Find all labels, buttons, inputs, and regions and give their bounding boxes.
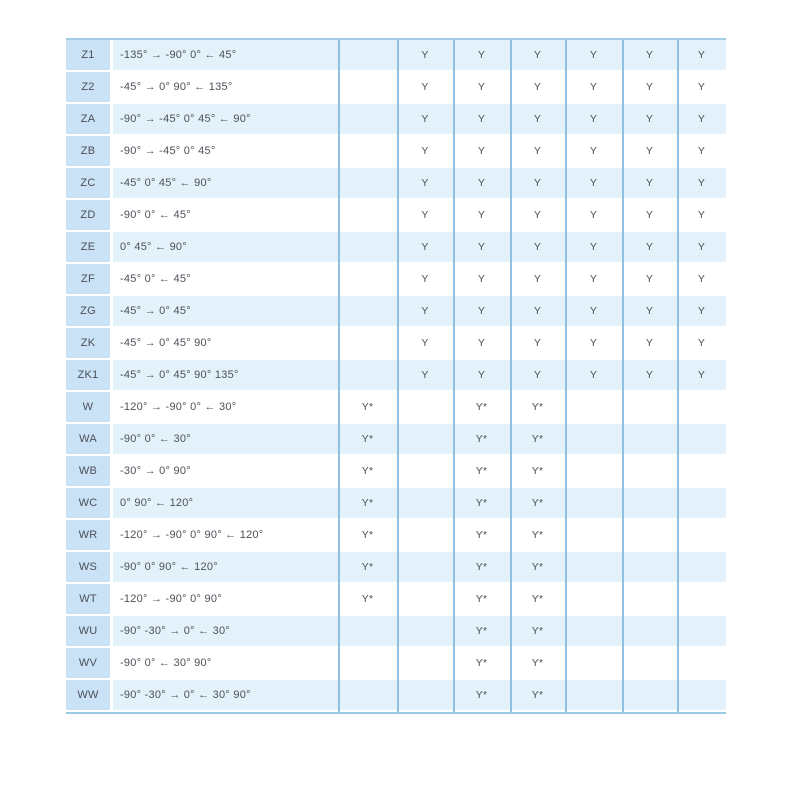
description-cell: -90° -30° → 0° ← 30° 90° [113, 680, 338, 712]
value-cell-4: Y* [510, 680, 565, 712]
value-cell-1 [338, 72, 397, 104]
value-cell-5 [565, 488, 622, 520]
value-cell-3: Y [453, 264, 510, 296]
value-cell-7 [677, 616, 726, 648]
value-cell-3: Y [453, 328, 510, 360]
table-row-WB [66, 456, 726, 488]
value-cell-6 [622, 552, 677, 584]
value-cell-4: Y [510, 264, 565, 296]
value-cell-7 [677, 488, 726, 520]
row-code-cell: WU [66, 616, 110, 648]
value-cell-4: Y [510, 168, 565, 200]
value-cell-2 [397, 680, 453, 712]
value-cell-5 [565, 424, 622, 456]
value-cell-7: Y [677, 136, 726, 168]
row-code-cell: Z2 [66, 72, 110, 104]
value-cell-1 [338, 168, 397, 200]
value-cell-6: Y [622, 200, 677, 232]
value-cell-3: Y* [453, 552, 510, 584]
value-cell-2 [397, 616, 453, 648]
description-cell: -120° → -90° 0° ← 30° [113, 392, 338, 424]
value-cell-4: Y* [510, 552, 565, 584]
value-cell-2: Y [397, 232, 453, 264]
value-cell-7: Y [677, 360, 726, 392]
row-code-cell: WW [66, 680, 110, 712]
value-cell-4: Y [510, 360, 565, 392]
value-cell-7 [677, 456, 726, 488]
description-cell: 0° 45° ← 90° [113, 232, 338, 264]
description-cell: -45° → 0° 45° [113, 296, 338, 328]
value-cell-3: Y* [453, 520, 510, 552]
row-code-cell: ZG [66, 296, 110, 328]
value-cell-1 [338, 200, 397, 232]
value-cell-1 [338, 264, 397, 296]
value-cell-2: Y [397, 328, 453, 360]
value-cell-1 [338, 104, 397, 136]
value-cell-5 [565, 520, 622, 552]
table-row-ZF [66, 264, 726, 296]
value-cell-1 [338, 648, 397, 680]
table-row-WW [66, 680, 726, 712]
value-cell-5 [565, 584, 622, 616]
value-cell-4: Y [510, 40, 565, 72]
value-cell-5: Y [565, 104, 622, 136]
value-cell-7: Y [677, 264, 726, 296]
description-cell: -45° 0° 45° ← 90° [113, 168, 338, 200]
value-cell-7: Y [677, 200, 726, 232]
value-cell-2: Y [397, 296, 453, 328]
value-cell-6: Y [622, 232, 677, 264]
value-cell-7 [677, 392, 726, 424]
value-cell-6 [622, 424, 677, 456]
table-row-ZG [66, 296, 726, 328]
value-cell-1: Y* [338, 584, 397, 616]
value-cell-4: Y [510, 104, 565, 136]
value-cell-2 [397, 648, 453, 680]
description-cell: -135° → -90° 0° ← 45° [113, 40, 338, 72]
description-cell: -90° -30° → 0° ← 30° [113, 616, 338, 648]
value-cell-1 [338, 328, 397, 360]
row-code-cell: WC [66, 488, 110, 520]
value-cell-2: Y [397, 72, 453, 104]
value-cell-6: Y [622, 72, 677, 104]
value-cell-3: Y [453, 360, 510, 392]
value-cell-3: Y* [453, 584, 510, 616]
value-cell-4: Y* [510, 392, 565, 424]
value-cell-6: Y [622, 296, 677, 328]
value-cell-4: Y [510, 200, 565, 232]
value-cell-2 [397, 520, 453, 552]
value-cell-6: Y [622, 104, 677, 136]
value-cell-3: Y [453, 104, 510, 136]
value-cell-1 [338, 40, 397, 72]
table-row-WC [66, 488, 726, 520]
value-cell-6: Y [622, 360, 677, 392]
value-cell-6: Y [622, 328, 677, 360]
table-row-WT [66, 584, 726, 616]
value-cell-7 [677, 648, 726, 680]
value-cell-2: Y [397, 360, 453, 392]
value-cell-7: Y [677, 168, 726, 200]
value-cell-7 [677, 680, 726, 712]
description-cell: -120° → -90° 0° 90° [113, 584, 338, 616]
description-cell: -120° → -90° 0° 90° ← 120° [113, 520, 338, 552]
value-cell-2: Y [397, 104, 453, 136]
row-code-cell: ZD [66, 200, 110, 232]
value-cell-2 [397, 424, 453, 456]
table-row-ZE [66, 232, 726, 264]
value-cell-6 [622, 584, 677, 616]
row-code-cell: Z1 [66, 40, 110, 72]
value-cell-4: Y [510, 296, 565, 328]
value-cell-4: Y* [510, 520, 565, 552]
value-cell-2 [397, 456, 453, 488]
description-cell: -45° → 0° 45° 90° [113, 328, 338, 360]
value-cell-5 [565, 392, 622, 424]
description-cell: -45° → 0° 90° ← 135° [113, 72, 338, 104]
row-code-cell: W [66, 392, 110, 424]
value-cell-4: Y [510, 232, 565, 264]
value-cell-5: Y [565, 168, 622, 200]
value-cell-4: Y* [510, 488, 565, 520]
value-cell-3: Y* [453, 648, 510, 680]
value-cell-1: Y* [338, 520, 397, 552]
table-row-WV [66, 648, 726, 680]
value-cell-3: Y* [453, 392, 510, 424]
value-cell-2: Y [397, 40, 453, 72]
value-cell-7: Y [677, 40, 726, 72]
value-cell-1 [338, 136, 397, 168]
row-code-cell: ZA [66, 104, 110, 136]
description-cell: -30° → 0° 90° [113, 456, 338, 488]
table-row-ZD [66, 200, 726, 232]
value-cell-3: Y [453, 40, 510, 72]
value-cell-1: Y* [338, 392, 397, 424]
row-code-cell: ZB [66, 136, 110, 168]
value-cell-2 [397, 488, 453, 520]
row-code-cell: WT [66, 584, 110, 616]
description-cell: 0° 90° ← 120° [113, 488, 338, 520]
value-cell-6 [622, 648, 677, 680]
value-cell-3: Y [453, 200, 510, 232]
value-cell-1 [338, 616, 397, 648]
value-cell-1: Y* [338, 456, 397, 488]
value-cell-3: Y* [453, 456, 510, 488]
value-cell-5 [565, 616, 622, 648]
row-code-cell: WB [66, 456, 110, 488]
value-cell-5: Y [565, 328, 622, 360]
value-cell-2 [397, 392, 453, 424]
value-cell-6: Y [622, 168, 677, 200]
value-cell-6 [622, 488, 677, 520]
description-cell: -90° 0° ← 45° [113, 200, 338, 232]
table-row-WS [66, 552, 726, 584]
value-cell-4: Y [510, 328, 565, 360]
value-cell-2: Y [397, 200, 453, 232]
table-row-WU [66, 616, 726, 648]
value-cell-7 [677, 520, 726, 552]
value-cell-1 [338, 360, 397, 392]
value-cell-2: Y [397, 168, 453, 200]
row-code-cell: WV [66, 648, 110, 680]
row-code-cell: ZK [66, 328, 110, 360]
row-code-cell: WR [66, 520, 110, 552]
value-cell-6: Y [622, 40, 677, 72]
value-cell-4: Y* [510, 456, 565, 488]
value-cell-5: Y [565, 264, 622, 296]
value-cell-7 [677, 552, 726, 584]
value-cell-7: Y [677, 104, 726, 136]
value-cell-4: Y* [510, 648, 565, 680]
table-row-WA [66, 424, 726, 456]
value-cell-6 [622, 616, 677, 648]
value-cell-4: Y [510, 136, 565, 168]
table-row-WR [66, 520, 726, 552]
value-cell-3: Y [453, 232, 510, 264]
table-row-W [66, 392, 726, 424]
value-cell-2 [397, 584, 453, 616]
table-row-ZK1 [66, 360, 726, 392]
value-cell-5 [565, 648, 622, 680]
table-row-Z1 [66, 40, 726, 72]
value-cell-6: Y [622, 264, 677, 296]
value-cell-7 [677, 424, 726, 456]
value-cell-4: Y* [510, 424, 565, 456]
value-cell-1: Y* [338, 488, 397, 520]
value-cell-3: Y* [453, 680, 510, 712]
value-cell-5 [565, 552, 622, 584]
value-cell-6 [622, 456, 677, 488]
table-row-Z2 [66, 72, 726, 104]
value-cell-3: Y* [453, 488, 510, 520]
value-cell-4: Y* [510, 616, 565, 648]
value-cell-1: Y* [338, 424, 397, 456]
operating-angle-table [66, 38, 726, 714]
value-cell-3: Y [453, 168, 510, 200]
value-cell-3: Y [453, 136, 510, 168]
value-cell-5: Y [565, 136, 622, 168]
table-row-ZC [66, 168, 726, 200]
value-cell-1 [338, 680, 397, 712]
value-cell-2 [397, 552, 453, 584]
value-cell-6: Y [622, 136, 677, 168]
row-code-cell: WA [66, 424, 110, 456]
value-cell-7: Y [677, 232, 726, 264]
value-cell-1 [338, 296, 397, 328]
value-cell-3: Y [453, 296, 510, 328]
value-cell-3: Y* [453, 424, 510, 456]
value-cell-2: Y [397, 264, 453, 296]
value-cell-4: Y [510, 72, 565, 104]
description-cell: -45° 0° ← 45° [113, 264, 338, 296]
value-cell-5: Y [565, 40, 622, 72]
value-cell-3: Y [453, 72, 510, 104]
value-cell-2: Y [397, 136, 453, 168]
table-row-ZK [66, 328, 726, 360]
description-cell: -90° 0° ← 30° 90° [113, 648, 338, 680]
description-cell: -90° → -45° 0° 45° ← 90° [113, 104, 338, 136]
value-cell-6 [622, 680, 677, 712]
row-code-cell: ZC [66, 168, 110, 200]
description-cell: -45° → 0° 45° 90° 135° [113, 360, 338, 392]
value-cell-4: Y* [510, 584, 565, 616]
value-cell-5 [565, 456, 622, 488]
value-cell-5: Y [565, 232, 622, 264]
value-cell-7: Y [677, 328, 726, 360]
value-cell-5: Y [565, 200, 622, 232]
row-code-cell: ZE [66, 232, 110, 264]
row-code-cell: WS [66, 552, 110, 584]
description-cell: -90° 0° 90° ← 120° [113, 552, 338, 584]
value-cell-6 [622, 520, 677, 552]
value-cell-7: Y [677, 296, 726, 328]
description-cell: -90° 0° ← 30° [113, 424, 338, 456]
value-cell-1 [338, 232, 397, 264]
description-cell: -90° → -45° 0° 45° [113, 136, 338, 168]
value-cell-1: Y* [338, 552, 397, 584]
value-cell-7: Y [677, 72, 726, 104]
value-cell-6 [622, 392, 677, 424]
table-row-ZB [66, 136, 726, 168]
value-cell-3: Y* [453, 616, 510, 648]
value-cell-5 [565, 680, 622, 712]
value-cell-5: Y [565, 360, 622, 392]
table-row-ZA [66, 104, 726, 136]
value-cell-7 [677, 584, 726, 616]
value-cell-5: Y [565, 296, 622, 328]
row-code-cell: ZF [66, 264, 110, 296]
value-cell-5: Y [565, 72, 622, 104]
row-code-cell: ZK1 [66, 360, 110, 392]
